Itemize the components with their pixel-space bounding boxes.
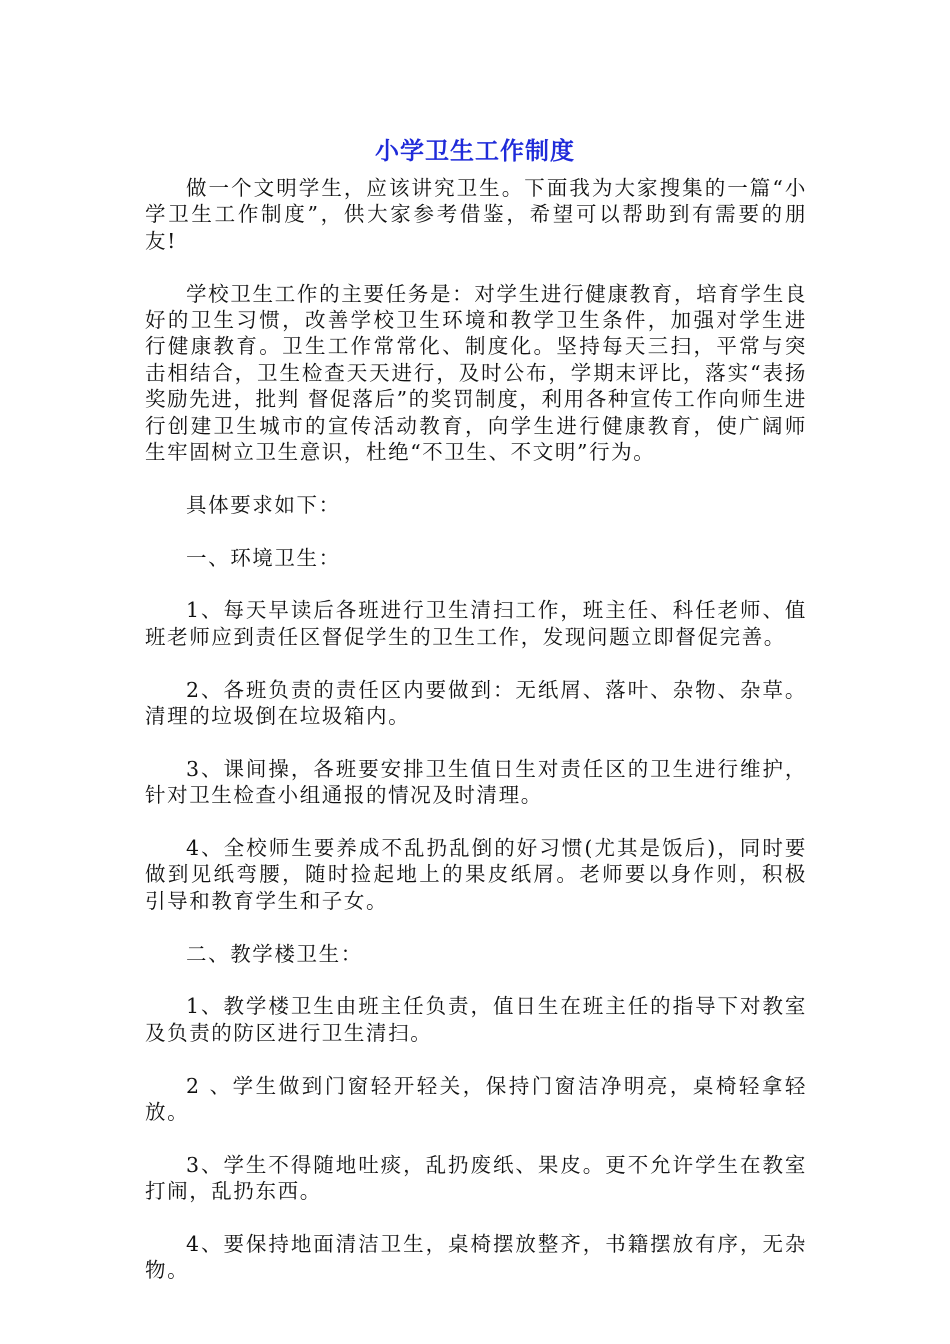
list-item: 1、教学楼卫生由班主任负责，值日生在班主任的指导下对教室及负责的防区进行卫生清扫。 xyxy=(145,994,807,1045)
section-heading-environment: 一、环境卫生： xyxy=(186,545,341,570)
paragraph-requirements-heading: 具体要求如下： xyxy=(186,492,341,517)
list-item: 4、全校师生要养成不乱扔乱倒的好习惯(尤其是饭后)，同时要做到见纸弯腰，随时捡起地上的果皮纸屑。老师要以身作则，积极引导和教育学生和子女。 xyxy=(145,836,807,913)
list-item: 1、每天早读后各班进行卫生清扫工作，班主任、科任老师、值班老师应到责任区督促学生的卫生工作，发现问题立即督促完善。 xyxy=(145,598,807,649)
document-body xyxy=(145,175,807,1284)
list-item: 2、各班负责的责任区内要做到：无纸屑、落叶、杂物、杂草。清理的垃圾倒在垃圾箱内。 xyxy=(145,677,807,729)
list-item: 2 、学生做到门窗轻开轻关，保持门窗洁净明亮，桌椅轻拿轻放。 xyxy=(145,1073,807,1125)
paragraph-intro: 做一个文明学生，应该讲究卫生。下面我为大家搜集的一篇“小学卫生工作制度”，供大家参考借鉴，希望可以帮助到有需要的朋友! xyxy=(145,176,807,253)
section-heading-teaching-building: 二、教学楼卫生： xyxy=(186,941,363,966)
paragraph-main-tasks: 学校卫生工作的主要任务是：对学生进行健康教育，培育学生良好的卫生习惯，改善学校卫生环境和教学卫生条件，加强对学生进行健康教育。卫生工作常常化、制度化。坚持每天三扫，平常与突击相结合，卫生检查天天进行，及时公布，学期末评比，落实“表扬奖励先进，批判 督促落后”的奖罚制度，利用各种宣传工作向师生进行创建卫生城市的宣传活动教育，向学生进行健康教育，使广阔师生牢固树立卫生意识，杜绝“不卫生、不文明”行为。 xyxy=(145,281,807,465)
list-item: 3、课间操，各班要安排卫生值日生对责任区的卫生进行维护，针对卫生检查小组通报的情况及时清理。 xyxy=(145,756,807,808)
document-title: 小学卫生工作制度 xyxy=(375,137,575,165)
list-item: 3、学生不得随地吐痰，乱扔废纸、果皮。更不允许学生在教室打闹，乱扔东西。 xyxy=(145,1152,807,1204)
list-item: 4、要保持地面清洁卫生，桌椅摆放整齐，书籍摆放有序，无杂物。 xyxy=(145,1232,807,1283)
